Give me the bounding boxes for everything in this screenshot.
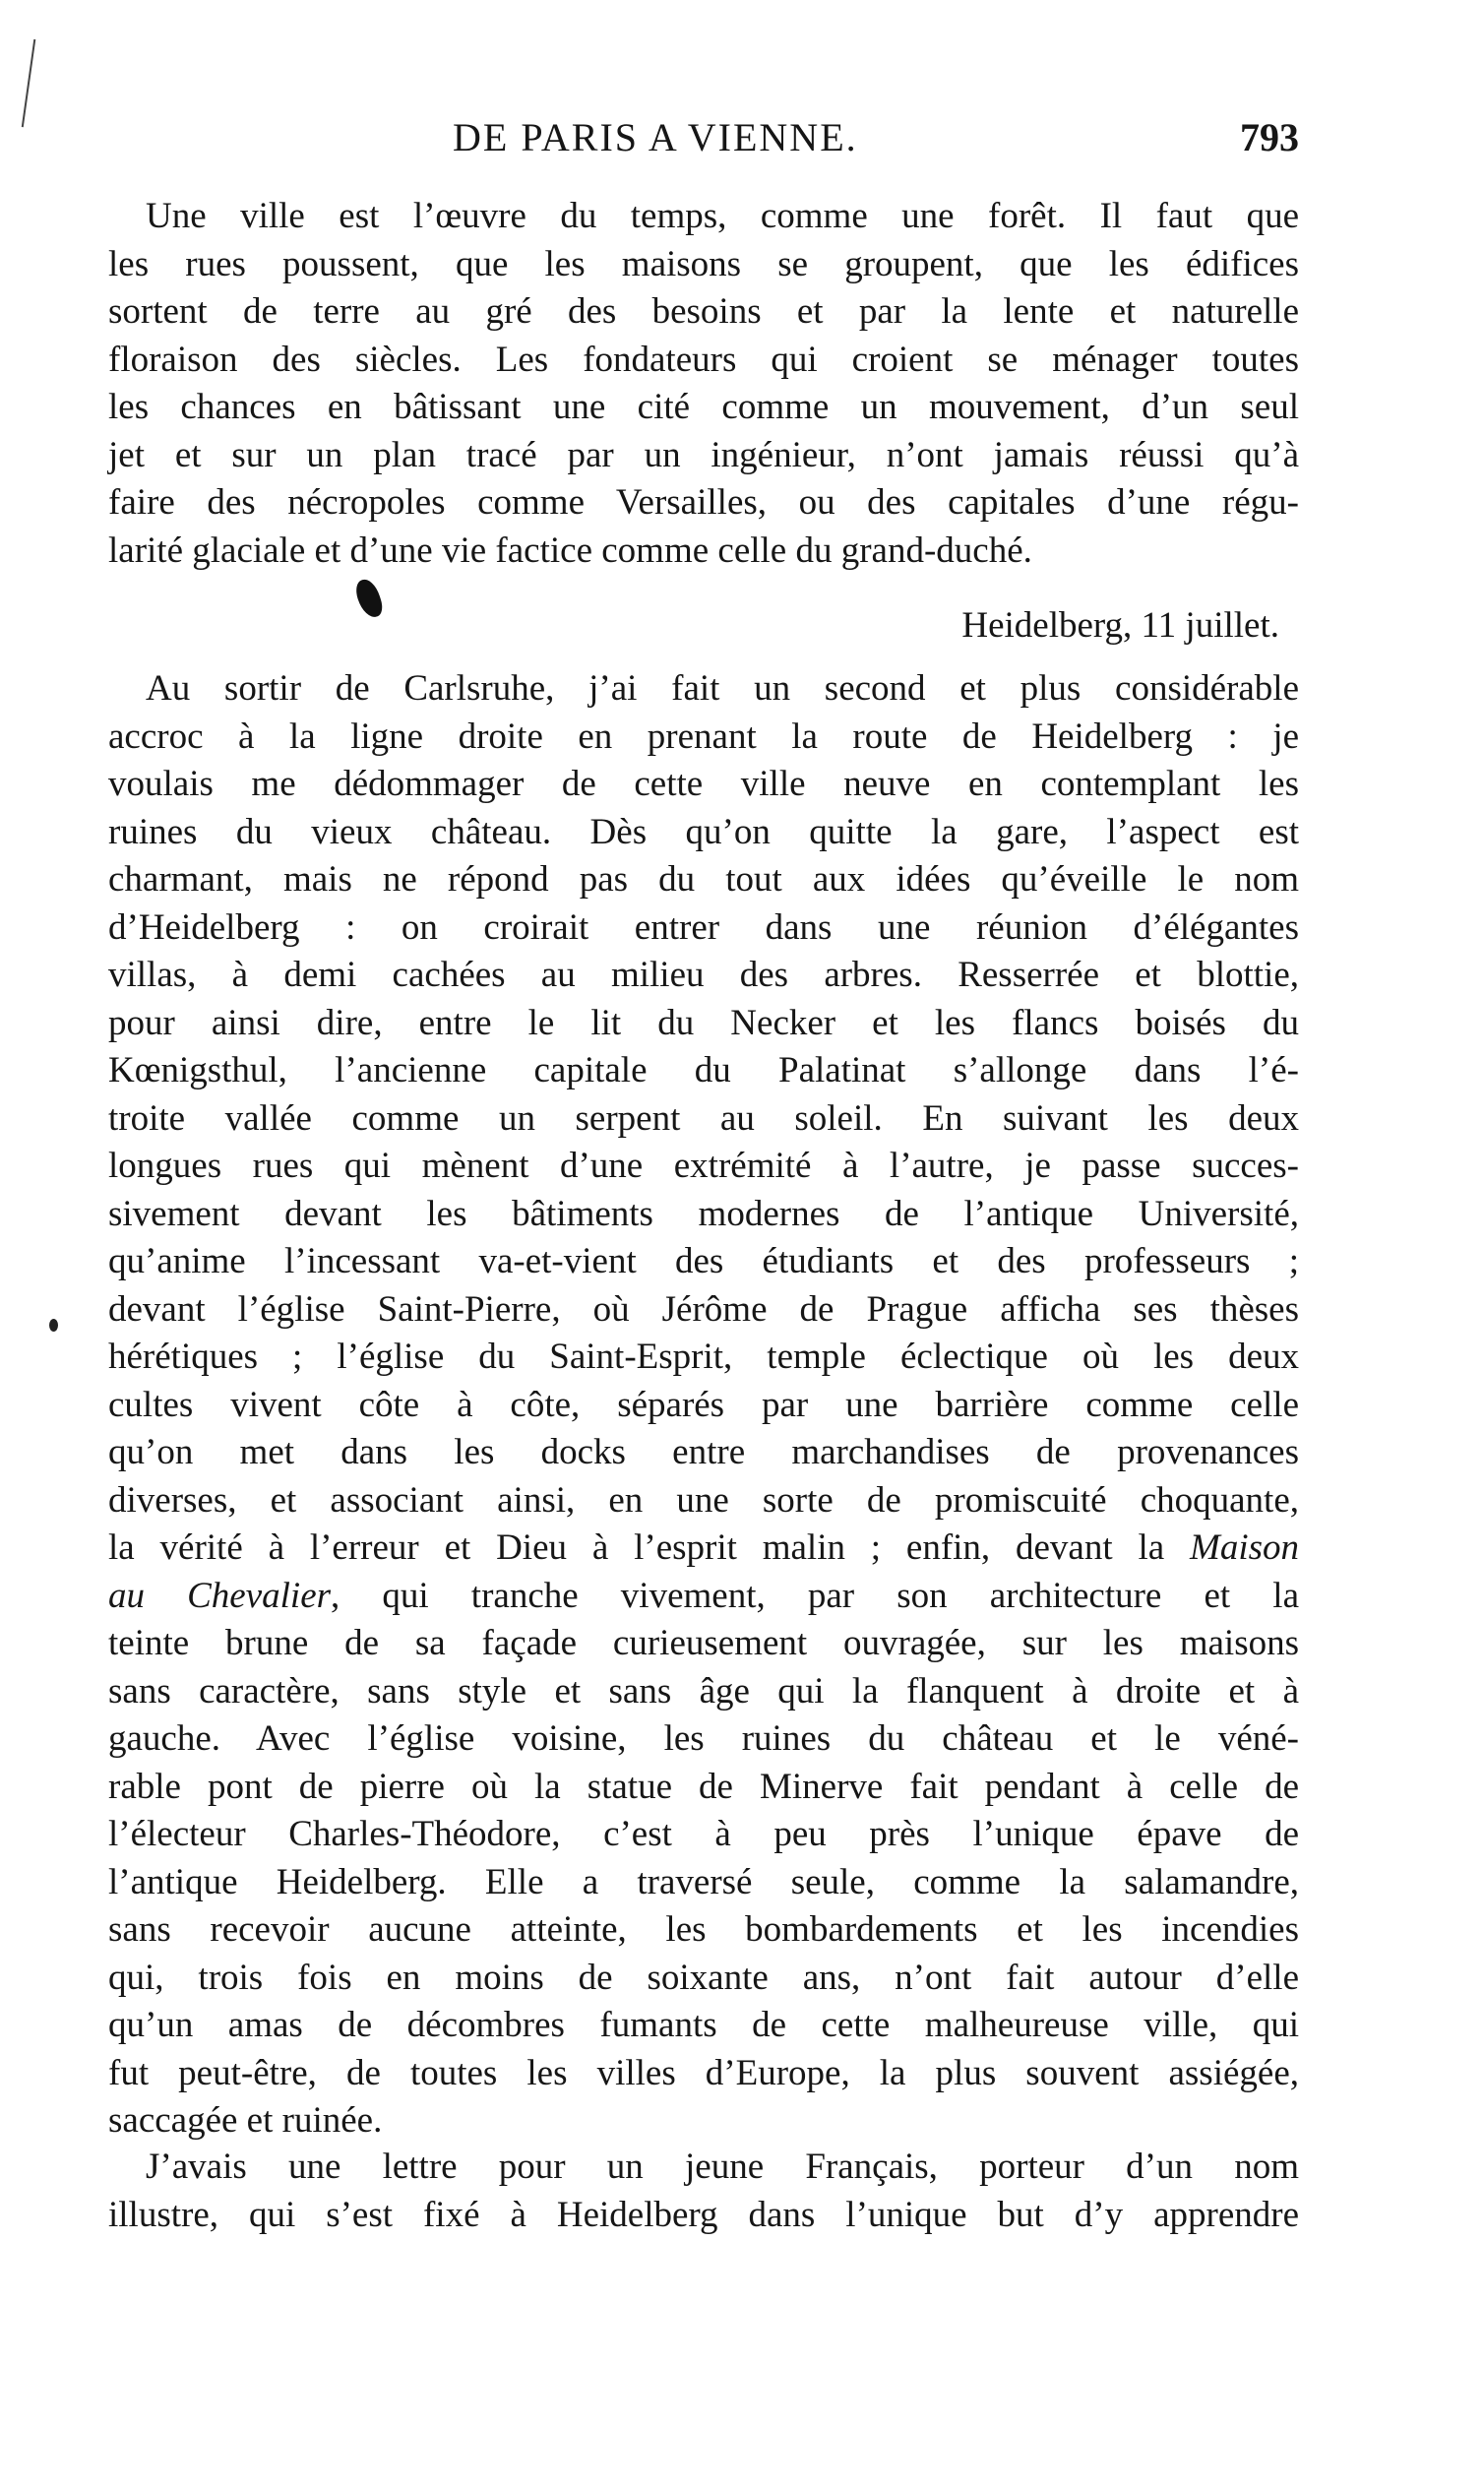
text-line: teinte brune de sa façade curieusement ouvragée, sur les maisons [108,1623,1299,1663]
italic-au-chevalier: au Chevalier [108,1575,332,1616]
text-line: qui, trois fois en moins de soixante ans, n’ont fait autour d’elle [108,1957,1299,1998]
text-line: qu’on met dans les docks entre marchandises de provenances [108,1432,1299,1472]
page-number: 793 [1240,115,1299,159]
text-line: hérétiques ; l’église du Saint-Esprit, temple éclectique où les deux [108,1337,1299,1377]
text-line: sans caractère, sans style et sans âge qui la flanquent à droite et à [108,1670,1299,1712]
text-line: troite vallée comme un serpent au soleil. En suivant les deux [108,1097,1299,1139]
paragraph-1 [108,193,1299,575]
text-line: cultes vivent côte à côte, séparés par une barrière comme celle [108,1384,1299,1425]
text-line: qu’un amas de décombres fumants de cette malheureuse ville, qui [108,2005,1299,2045]
text-line: floraison des siècles. Les fondateurs qui croient se ménager toutes [108,339,1299,380]
text-line: accroc à la ligne droite en prenant la route de Heidelberg : je [108,716,1299,757]
paragraph-3 [108,2144,1299,2239]
text-line: les rues poussent, que les maisons se groupent, que les édifices [108,243,1299,284]
text-line: fut peut-être, de toutes les villes d’Europe, la plus souvent assiégée, [108,2052,1299,2093]
text-line: J’avais une lettre pour un jeune Français, porteur d’un nom [146,2147,1299,2187]
text-line: sans recevoir aucune atteinte, les bombardements et les incendies [108,1909,1299,1950]
text-line: les chances en bâtissant une cité comme un mouvement, d’un seul [108,387,1299,427]
text-line: Kœnigsthul, l’ancienne capitale du Palatinat s’allonge dans l’é- [108,1050,1299,1090]
italic-maison: Maison [1190,1527,1299,1568]
text-line: diverses, et associant ainsi, en une sorte de promiscuité choquante, [108,1479,1299,1521]
text-line: faire des nécropoles comme Versailles, ou des capitales d’une régu- [108,482,1299,523]
margin-mark [22,39,41,128]
text-line: au Chevalier, qui tranche vivement, par son architecture et la [108,1575,1299,1616]
text-line: illustre, qui s’est fixé à Heidelberg dans l’unique but d’y apprendre [108,2194,1299,2235]
text-line: charmant, mais ne répond pas du tout aux idées qu’éveille le nom [108,859,1299,900]
text-line [108,1525,1299,1573]
text-line: gauche. Avec l’église voisine, les ruines du château et le véné- [108,1718,1299,1759]
text-line: larité glaciale et d’une vie factice comme celle du grand-duché. [108,529,1032,571]
text-line-lead: la vérité à l’erreur et Dieu à l’esprit malin ; enfin, devant la [108,1527,1165,1568]
paragraph-2 [108,665,1299,2146]
text-line: pour ainsi dire, entre le lit du Necker et les flancs boisés du [108,1002,1299,1043]
text-line: sivement devant les bâtiments modernes de l’antique Université, [108,1193,1299,1234]
running-title: DE PARIS A VIENNE. [453,115,858,159]
text-line: villas, à demi cachées au milieu des arbres. Resserrée et blottie, [108,955,1299,995]
ink-spot [49,1319,58,1332]
text-line: qu’anime l’incessant va-et-vient des étudiants et des professeurs ; [108,1241,1299,1281]
text-line: Une ville est l’œuvre du temps, comme une forêt. Il faut que [146,196,1299,236]
text-line: longues rues qui mènent d’une extrémité à l’autre, je passe succes- [108,1146,1299,1186]
text-line: l’antique Heidelberg. Elle a traversé seule, comme la salamandre, [108,1861,1299,1902]
text-line: saccagée et ruinée. [108,2100,383,2141]
text-line: voulais me dédommager de cette ville neuve en contemplant les [108,764,1299,804]
dateline: Heidelberg, 11 juillet. [961,605,1279,646]
text-line: jet et sur un plan tracé par un ingénieur, n’ont jamais réussi qu’à [108,434,1299,475]
text-line: d’Heidelberg : on croirait entrer dans une réunion d’élégantes [108,906,1299,948]
text-line: rable pont de pierre où la statue de Minerve fait pendant à celle de [108,1766,1299,1807]
text-line: l’électeur Charles-Théodore, c’est à peu près l’unique épave de [108,1814,1299,1854]
text-line: sortent de terre au gré des besoins et par la lente et naturelle [108,291,1299,332]
text-line: devant l’église Saint-Pierre, où Jérôme de Prague afficha ses thèses [108,1288,1299,1330]
text-line: ruines du vieux château. Dès qu’on quitte la gare, l’aspect est [108,811,1299,852]
running-head [108,114,1299,173]
text-line: Au sortir de Carlsruhe, j’ai fait un second et plus considérable [146,668,1299,709]
